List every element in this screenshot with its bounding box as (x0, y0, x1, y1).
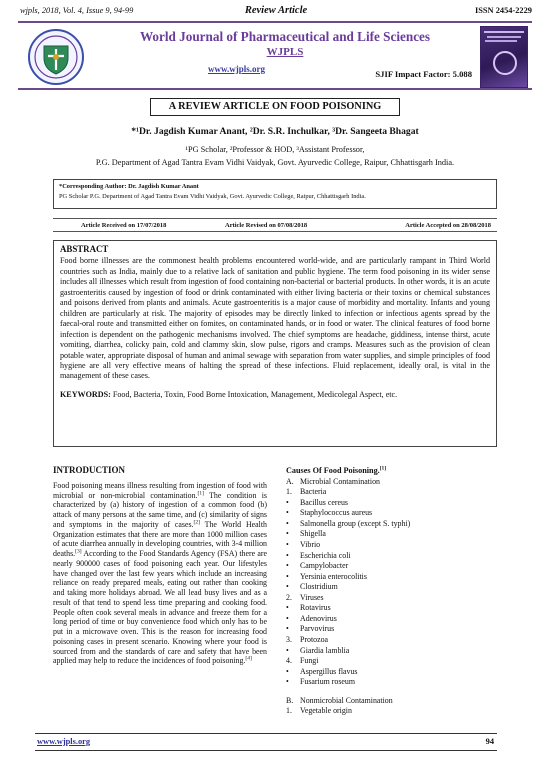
article-dates (53, 218, 497, 232)
bullet-icon: • (286, 561, 289, 571)
causes-heading-text: Causes Of Food Poisoning. (286, 466, 380, 475)
causes-item-text: Vibrio (300, 540, 321, 550)
bullet-icon: • (286, 508, 289, 518)
causes-item-text: Adenovirus (300, 613, 337, 623)
bullet-icon: • (286, 613, 289, 623)
page-footer (35, 733, 497, 751)
citation-line: wjpls, 2018, Vol. 4, Issue 9, 94-99 (20, 6, 134, 15)
citation-ref[interactable]: [3] (75, 548, 82, 555)
causes-list-item (286, 635, 498, 646)
causes-list-item (286, 498, 498, 509)
causes-list-item (286, 561, 498, 572)
author-affiliation: P.G. Department of Agad Tantra Evam Vidhi Vaidyak, Govt. Ayurvedic College, Raipur, Chhattisgarh India. (95, 158, 455, 167)
impact-factor: SJIF Impact Factor: 5.088 (375, 69, 472, 79)
causes-list-item (286, 551, 498, 562)
citation-ref[interactable]: [2] (193, 519, 200, 526)
causes-list-item (286, 582, 498, 593)
causes-item-text: Microbial Contamination (300, 476, 380, 486)
article-title: A REVIEW ARTICLE ON FOOD POISONING (150, 98, 400, 116)
issn: ISSN 2454-2229 (474, 6, 532, 15)
causes-item-text: Nonmicrobial Contamination (300, 695, 393, 705)
bullet-icon: • (286, 666, 289, 676)
causes-list-item (286, 529, 498, 540)
citation-ref[interactable]: [4] (245, 655, 252, 662)
causes-list-item (286, 696, 498, 707)
causes-list-item (286, 656, 498, 667)
abstract-box (53, 240, 497, 447)
journal-logo-icon (24, 28, 88, 86)
causes-item-text: Escherichia coli (300, 550, 351, 560)
running-header (20, 6, 532, 18)
author-roles: ¹PG Scholar, ²Professor & HOD, ³Assistant Professor, (185, 145, 365, 154)
causes-list-item (286, 477, 498, 488)
causes-list-item (286, 519, 498, 530)
keywords (60, 390, 490, 400)
date-accepted: Article Accepted on 28/08/2018 (405, 222, 491, 229)
causes-list-item (286, 593, 498, 604)
intro-text-4: According to the Food Standards Agency (FSA) there are nearly 900000 cases of food poisoning each year. Our lifestyles have changed over the last few years which include an increasing reliance on ready prepared meals, eating out rather than cooking and taking more holidays abroad. We all lead busy lives and as a result of that tend to spend less time preparing and cooking food. People often cook several meals in advance and freeze them for a long period of time or buy convenience food which only has to be put in a microwave oven. This is the reason for increasing food poisoning cases in present scenario. Knowing where your food is sourced from and the standards of care and safety that have been applied may help to reduce the incidences of food poisoning. (53, 549, 267, 666)
causes-list-item (286, 540, 498, 551)
causes-list-item (286, 508, 498, 519)
list-marker: 4. (286, 656, 292, 666)
causes-heading (286, 466, 498, 476)
causes-item-text: Campylobacter (300, 561, 349, 571)
author-list: *¹Dr. Jagdish Kumar Anant, ²Dr. S.R. Inchulkar, ³Dr. Sangeeta Bhagat (131, 126, 419, 137)
list-marker: 1. (286, 706, 292, 716)
bullet-icon: • (286, 603, 289, 613)
list-marker: 1. (286, 487, 292, 497)
causes-item-text: Shigella (300, 529, 326, 539)
article-category: Review Article (244, 5, 308, 16)
introduction-column (53, 466, 267, 666)
causes-item-text: Viruses (300, 592, 324, 602)
bullet-icon: • (286, 582, 289, 592)
introduction-heading: INTRODUCTION (53, 465, 126, 475)
causes-list-item (286, 614, 498, 625)
journal-abbreviation[interactable]: WJPLS (266, 46, 304, 58)
list-marker: A. (286, 476, 294, 486)
causes-item-text: Salmonella group (except S. typhi) (300, 518, 411, 528)
bullet-icon: • (286, 497, 289, 507)
causes-list (286, 477, 498, 717)
intro-text-2: The condition is characterized by (a) history of ingestion of a common food (b) attack of many persons at the same time, and (c) similarity of signs and symptoms in the majority of cases. (53, 490, 267, 529)
causes-item-text: Bacteria (300, 487, 327, 497)
date-revised: Article Revised on 07/08/2018 (225, 222, 308, 229)
journal-title: World Journal of Pharmaceutical and Life Sciences (139, 29, 431, 44)
causes-item-text: Vegetable origin (300, 706, 352, 716)
causes-list-item (286, 572, 498, 583)
causes-item-text: Clostridium (300, 582, 338, 592)
causes-list-item (286, 603, 498, 614)
causes-item-text: Fungi (300, 656, 319, 666)
page-number: 94 (485, 737, 494, 746)
causes-item-text: Fusarium roseum (300, 677, 356, 687)
citation-ref[interactable]: [1] (379, 465, 387, 472)
causes-item-text: Rotavirus (300, 603, 331, 613)
bullet-icon: • (286, 529, 289, 539)
bullet-icon: • (286, 645, 289, 655)
causes-list-item (286, 487, 498, 498)
keywords-label: KEYWORDS: (60, 389, 111, 399)
causes-item-text: Staphylococcus aureus (300, 508, 373, 518)
causes-column (286, 466, 498, 717)
journal-cover-image (480, 26, 528, 88)
causes-item-text: Parvovirus (300, 624, 335, 634)
intro-text-3: The World Health Organization estimates that there are more than 1000 million cases of acute diarrhea annually in developing countries, with 3-4 million deaths. (53, 519, 267, 558)
causes-list-item (286, 706, 498, 717)
bullet-icon: • (286, 571, 289, 581)
abstract-heading: ABSTRACT (60, 244, 109, 254)
footer-url-link[interactable]: www.wjpls.org (37, 737, 91, 746)
causes-list-item (286, 624, 498, 635)
corresponding-author-label: *Corresponding Author: Dr. Jagdish Kumar Anant (59, 183, 199, 190)
causes-item-text: Giardia lamblia (300, 645, 350, 655)
list-marker: B. (286, 695, 294, 705)
corresponding-author-box (53, 179, 497, 209)
bullet-icon: • (286, 518, 289, 528)
causes-list-item (286, 646, 498, 657)
introduction-paragraph (53, 481, 267, 666)
bullet-icon: • (286, 624, 289, 634)
bullet-icon: • (286, 677, 289, 687)
date-received: Article Received on 17/07/2018 (81, 222, 167, 229)
citation-ref[interactable]: [1] (197, 489, 204, 496)
journal-url-link[interactable]: www.wjpls.org (208, 64, 266, 74)
corresponding-author-detail: PG Scholar P.G. Department of Agad Tantra Evam Vidhi Vaidyak, Govt. Ayurvedic College, Raipur, Chhattisgarh India. (59, 193, 366, 200)
causes-list-item (286, 667, 498, 678)
journal-banner (18, 21, 532, 90)
abstract-text: Food borne illnesses are the commonest health problems encountered world-wide, and are particularly rampant in Third World countries such as India, mainly due to a relative lack of sanitation and public hygiene. The term food poisoning in its wider sense includes all illnesses which result from ingestion of food containing non-bacterial or bacterial products. In other words, it is an acute gastroenteritis caused by ingestion of food or drink contaminated with either living bacteria or their toxins or chemical substances and poisons derived from plants and animals. Acute gastroenteritis is a major cause of morbidity and mortality. Infants and young children are particularly at risk. The majority of episodes may be directly linked to infection or infectious agents spread by the faecal-oral route and transmitted either on fomites, on contaminated hands, or in food or water. The clinical features of food borne infection is dependent on the pathogenic mechanisms involved. The chief symptoms are headache, giddiness, intense thirst, acute vomiting, diarrhea, colicky pain, cold and clammy skin, slow pulse, rigors and cramps. Measures such as the provision of clean potable water, appropriate disposal of human and animal sewage with separation from water supplies, and simple principles of food hygiene are all very effective means of halting the spread of these infections. Fluid replacement, ideally oral, is vital in the management of these cases. (60, 256, 490, 381)
causes-item-text: Protozoa (300, 634, 329, 644)
causes-list-item (286, 677, 498, 688)
bullet-icon: • (286, 540, 289, 550)
causes-item-text: Bacillus cereus (300, 497, 348, 507)
causes-item-text: Aspergillus flavus (300, 666, 358, 676)
causes-item-text: Yersinia enterocolitis (300, 571, 367, 581)
list-marker: 3. (286, 634, 292, 644)
keywords-list: Food, Bacteria, Toxin, Food Borne Intoxication, Management, Medicolegal Aspect, etc. (110, 389, 398, 399)
bullet-icon: • (286, 550, 289, 560)
intro-text-1: Food poisoning means illness resulting from ingestion of food with microbial or non-microbial contamination. (53, 480, 267, 500)
list-marker: 2. (286, 592, 292, 602)
